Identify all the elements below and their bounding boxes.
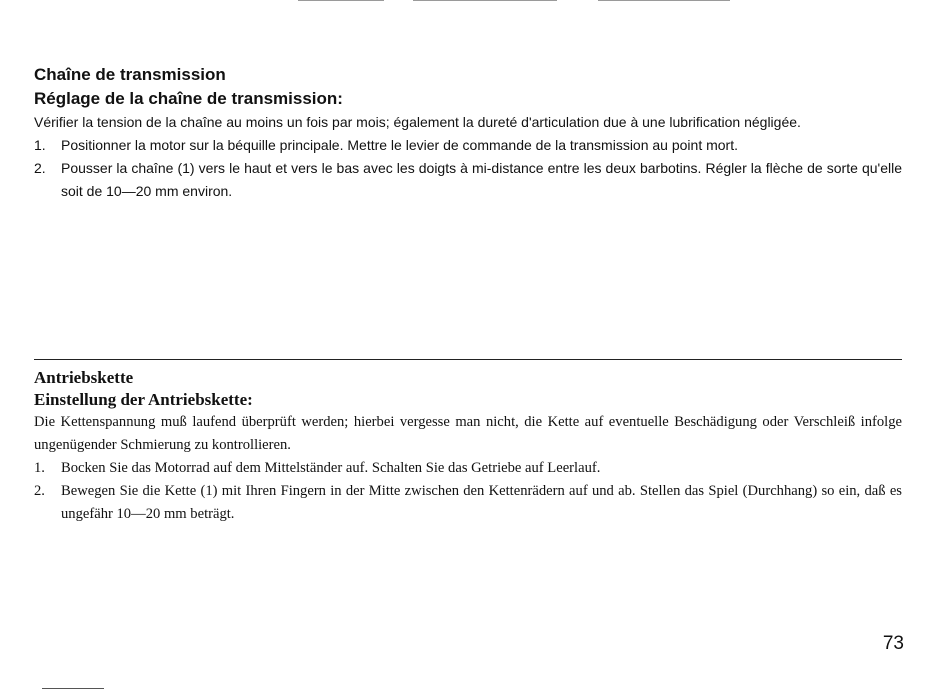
german-steps xyxy=(34,457,902,526)
french-intro: Vérifier la tension de la chaîne au moins un fois par mois; également la dureté d'articulation due à une lubrification négligée. xyxy=(34,114,801,130)
top-edge-rule-middle xyxy=(413,0,557,1)
german-step-2 xyxy=(34,480,902,526)
french-section xyxy=(34,63,902,203)
french-step-1-text: Positionner la motor sur la béquille principale. Mettre le levier de commande de la transmission au point mort. xyxy=(61,137,738,153)
german-section xyxy=(34,367,902,526)
german-intro: Die Kettenspannung muß laufend überprüft werden; hierbei vergesse man nicht, die Kette auf eventuelle Beschädigung oder Verschleiß infolge ungenügender Schmierung zu kontrollieren. xyxy=(34,414,902,453)
german-step-2-text: Bewegen Sie die Kette (1) mit Ihren Fingern in der Mitte zwischen den Kettenrädern auf und ab. Stellen das Spiel (Durchhang) so ein, daß es ungefähr 10—20 mm beträgt. xyxy=(61,483,902,522)
german-title: Antriebskette xyxy=(34,368,134,387)
french-steps xyxy=(34,134,902,203)
french-step-2-number: 2. xyxy=(34,160,46,176)
french-subtitle: Réglage de la chaîne de transmission: xyxy=(34,89,343,108)
french-step-1 xyxy=(34,134,902,157)
section-divider xyxy=(34,359,902,360)
french-step-1-number: 1. xyxy=(34,137,46,153)
german-subtitle: Einstellung der Antriebskette: xyxy=(34,390,253,409)
french-step-2-text: Pousser la chaîne (1) vers le haut et vers le bas avec les doigts à mi-distance entre les deux barbotins. Régler la flèche de sorte qu'elle soit de 10—20 mm environ. xyxy=(61,160,902,199)
french-step-2 xyxy=(34,157,902,203)
french-title: Chaîne de transmission xyxy=(34,65,226,84)
top-edge-rule-right xyxy=(598,0,730,1)
german-step-1-number: 1. xyxy=(34,460,45,476)
page-number: 73 xyxy=(882,633,904,654)
german-step-1 xyxy=(34,457,902,480)
german-step-1-text: Bocken Sie das Motorrad auf dem Mittelständer auf. Schalten Sie das Getriebe auf Leerlauf. xyxy=(61,460,601,476)
german-step-2-number: 2. xyxy=(34,483,45,499)
top-edge-rule-left xyxy=(298,0,384,1)
